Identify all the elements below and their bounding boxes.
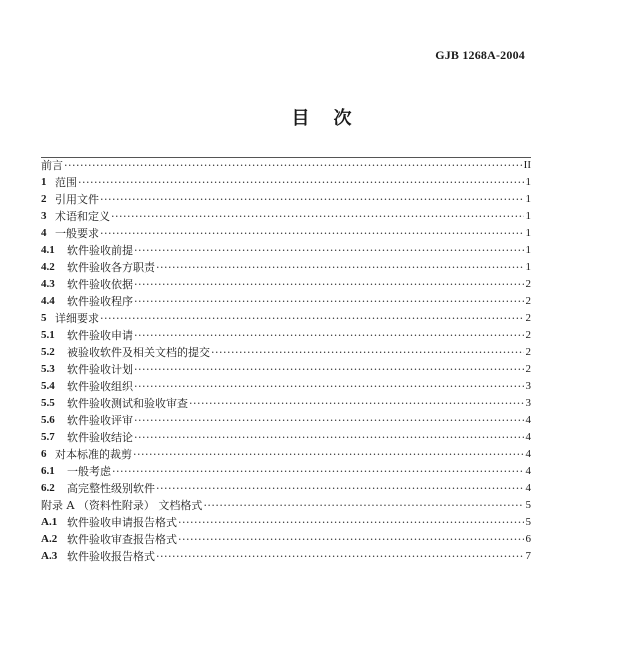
toc-entry-label: 范围 <box>55 176 77 189</box>
toc-entry-page: 3 <box>525 397 531 409</box>
toc-entry-page: 1 <box>525 227 531 239</box>
toc-entry[interactable] <box>41 395 531 412</box>
toc-entry-number: 2 <box>41 193 47 205</box>
toc-entry-label: 软件验收程序 <box>67 295 133 308</box>
toc-entry[interactable] <box>41 412 531 429</box>
toc-dot-leader <box>189 395 524 412</box>
toc-entry-page: 4 <box>525 414 531 426</box>
toc-entry[interactable] <box>41 327 531 344</box>
toc-dot-leader <box>211 344 524 361</box>
toc-entry-number: 5.2 <box>41 346 55 358</box>
toc-entry-label: 术语和定义 <box>55 210 110 223</box>
toc-entry[interactable] <box>41 157 531 174</box>
toc-entry-number: 5 <box>41 312 47 324</box>
toc-dot-leader <box>134 242 524 259</box>
toc-entry-number: A.1 <box>41 516 58 528</box>
toc-entry-number: 4.3 <box>41 278 55 290</box>
toc-entry-page: 4 <box>525 465 531 477</box>
toc-dot-leader <box>156 259 524 276</box>
toc-entry-label: 软件验收组织 <box>67 380 133 393</box>
toc-entry-page: 1 <box>525 261 531 273</box>
toc-entry-label: 软件验收评审 <box>67 414 133 427</box>
toc-entry-page: 7 <box>525 550 531 562</box>
toc-entry-number: 4.1 <box>41 244 55 256</box>
toc-entry-page: 2 <box>525 278 531 290</box>
toc-entry-label: 软件验收依据 <box>67 278 133 291</box>
toc-entry[interactable] <box>41 514 531 531</box>
toc-entry[interactable] <box>41 361 531 378</box>
toc-entry-label: 软件验收申请 <box>67 329 133 342</box>
toc-entry-number: 5.7 <box>41 431 55 443</box>
toc-entry[interactable] <box>41 446 531 463</box>
toc-entry-label: 详细要求 <box>55 312 99 325</box>
toc-entry-number: 6.2 <box>41 482 55 494</box>
toc-entry[interactable] <box>41 463 531 480</box>
toc-dot-leader <box>134 293 524 310</box>
table-of-contents <box>41 157 531 565</box>
toc-dot-leader <box>134 429 524 446</box>
toc-dot-leader <box>178 531 524 548</box>
toc-entry-label: 软件验收申请报告格式 <box>67 516 177 529</box>
toc-dot-leader <box>134 361 524 378</box>
toc-entry[interactable] <box>41 208 531 225</box>
toc-entry-label: 高完整性级别软件 <box>67 482 155 495</box>
toc-entry[interactable] <box>41 225 531 242</box>
toc-entry-page: II <box>523 159 531 171</box>
toc-entry-label: 前言 <box>41 159 63 172</box>
toc-entry-page: 5 <box>525 499 531 511</box>
toc-dot-leader <box>156 480 524 497</box>
toc-entry-number: 3 <box>41 210 47 222</box>
toc-entry-label: 一般考虑 <box>67 465 111 478</box>
toc-entry-page: 2 <box>525 329 531 341</box>
toc-dot-leader <box>203 497 524 514</box>
toc-entry-page: 6 <box>525 533 531 545</box>
toc-entry[interactable] <box>41 548 531 565</box>
toc-entry-page: 1 <box>525 193 531 205</box>
toc-dot-leader <box>134 327 524 344</box>
page-title: 目次 <box>291 108 376 129</box>
toc-entry-number: 5.5 <box>41 397 55 409</box>
toc-entry-label: 附录 A （资料性附录） 文档格式 <box>41 499 203 512</box>
toc-entry-number: A.2 <box>41 533 58 545</box>
toc-entry-label: 软件验收结论 <box>67 431 133 444</box>
toc-entry[interactable] <box>41 344 531 361</box>
toc-dot-leader <box>178 514 524 531</box>
toc-entry-page: 2 <box>525 295 531 307</box>
toc-dot-leader <box>64 157 523 174</box>
toc-entry-page: 1 <box>525 176 531 188</box>
toc-dot-leader <box>112 463 524 480</box>
toc-dot-leader <box>134 412 524 429</box>
toc-entry[interactable] <box>41 293 531 310</box>
toc-entry[interactable] <box>41 310 531 327</box>
toc-entry-page: 4 <box>525 448 531 460</box>
toc-entry[interactable] <box>41 242 531 259</box>
toc-entry-number: 4 <box>41 227 47 239</box>
toc-entry[interactable] <box>41 191 531 208</box>
toc-entry-number: 6.1 <box>41 465 55 477</box>
toc-dot-leader <box>100 191 524 208</box>
toc-dot-leader <box>156 548 524 565</box>
toc-entry[interactable] <box>41 429 531 446</box>
toc-entry-number: 5.1 <box>41 329 55 341</box>
toc-entry-number: 5.6 <box>41 414 55 426</box>
toc-entry[interactable] <box>41 174 531 191</box>
toc-entry-page: 5 <box>525 516 531 528</box>
toc-entry-number: 4.2 <box>41 261 55 273</box>
toc-entry-label: 软件验收前提 <box>67 244 133 257</box>
toc-entry-label: 软件验收计划 <box>67 363 133 376</box>
toc-entry-page: 4 <box>525 431 531 443</box>
toc-dot-leader <box>100 225 524 242</box>
toc-dot-leader <box>133 446 524 463</box>
toc-entry[interactable] <box>41 531 531 548</box>
toc-entry-number: 6 <box>41 448 47 460</box>
toc-entry-page: 2 <box>525 312 531 324</box>
toc-entry-label: 软件验收审查报告格式 <box>67 533 177 546</box>
toc-entry[interactable] <box>41 276 531 293</box>
toc-entry-number: 5.3 <box>41 363 55 375</box>
toc-entry-page: 4 <box>525 482 531 494</box>
toc-dot-leader <box>111 208 524 225</box>
toc-entry-number: 4.4 <box>41 295 55 307</box>
toc-dot-leader <box>134 378 524 395</box>
toc-dot-leader <box>78 174 524 191</box>
toc-entry-page: 3 <box>525 380 531 392</box>
document-id: GJB 1268A-2004 <box>435 48 525 62</box>
toc-entry-page: 1 <box>525 244 531 256</box>
toc-entry-label: 引用文件 <box>55 193 99 206</box>
toc-entry[interactable] <box>41 480 531 497</box>
toc-dot-leader <box>100 310 524 327</box>
toc-entry-number: A.3 <box>41 550 58 562</box>
toc-entry[interactable] <box>41 497 531 514</box>
toc-entry-label: 对本标准的裁剪 <box>55 448 132 461</box>
toc-entry-number: 1 <box>41 176 47 188</box>
toc-entry-page: 2 <box>525 363 531 375</box>
toc-entry[interactable] <box>41 378 531 395</box>
toc-entry-page: 2 <box>525 346 531 358</box>
toc-entry-label: 一般要求 <box>55 227 99 240</box>
toc-dot-leader <box>134 276 524 293</box>
toc-entry-label: 被验收软件及相关文档的提交 <box>67 346 210 359</box>
toc-entry-page: 1 <box>525 210 531 222</box>
toc-entry-number: 5.4 <box>41 380 55 392</box>
toc-entry-label: 软件验收测试和验收审查 <box>67 397 188 410</box>
toc-entry-label: 软件验收各方职责 <box>67 261 155 274</box>
toc-entry-label: 软件验收报告格式 <box>67 550 155 563</box>
toc-entry[interactable] <box>41 259 531 276</box>
